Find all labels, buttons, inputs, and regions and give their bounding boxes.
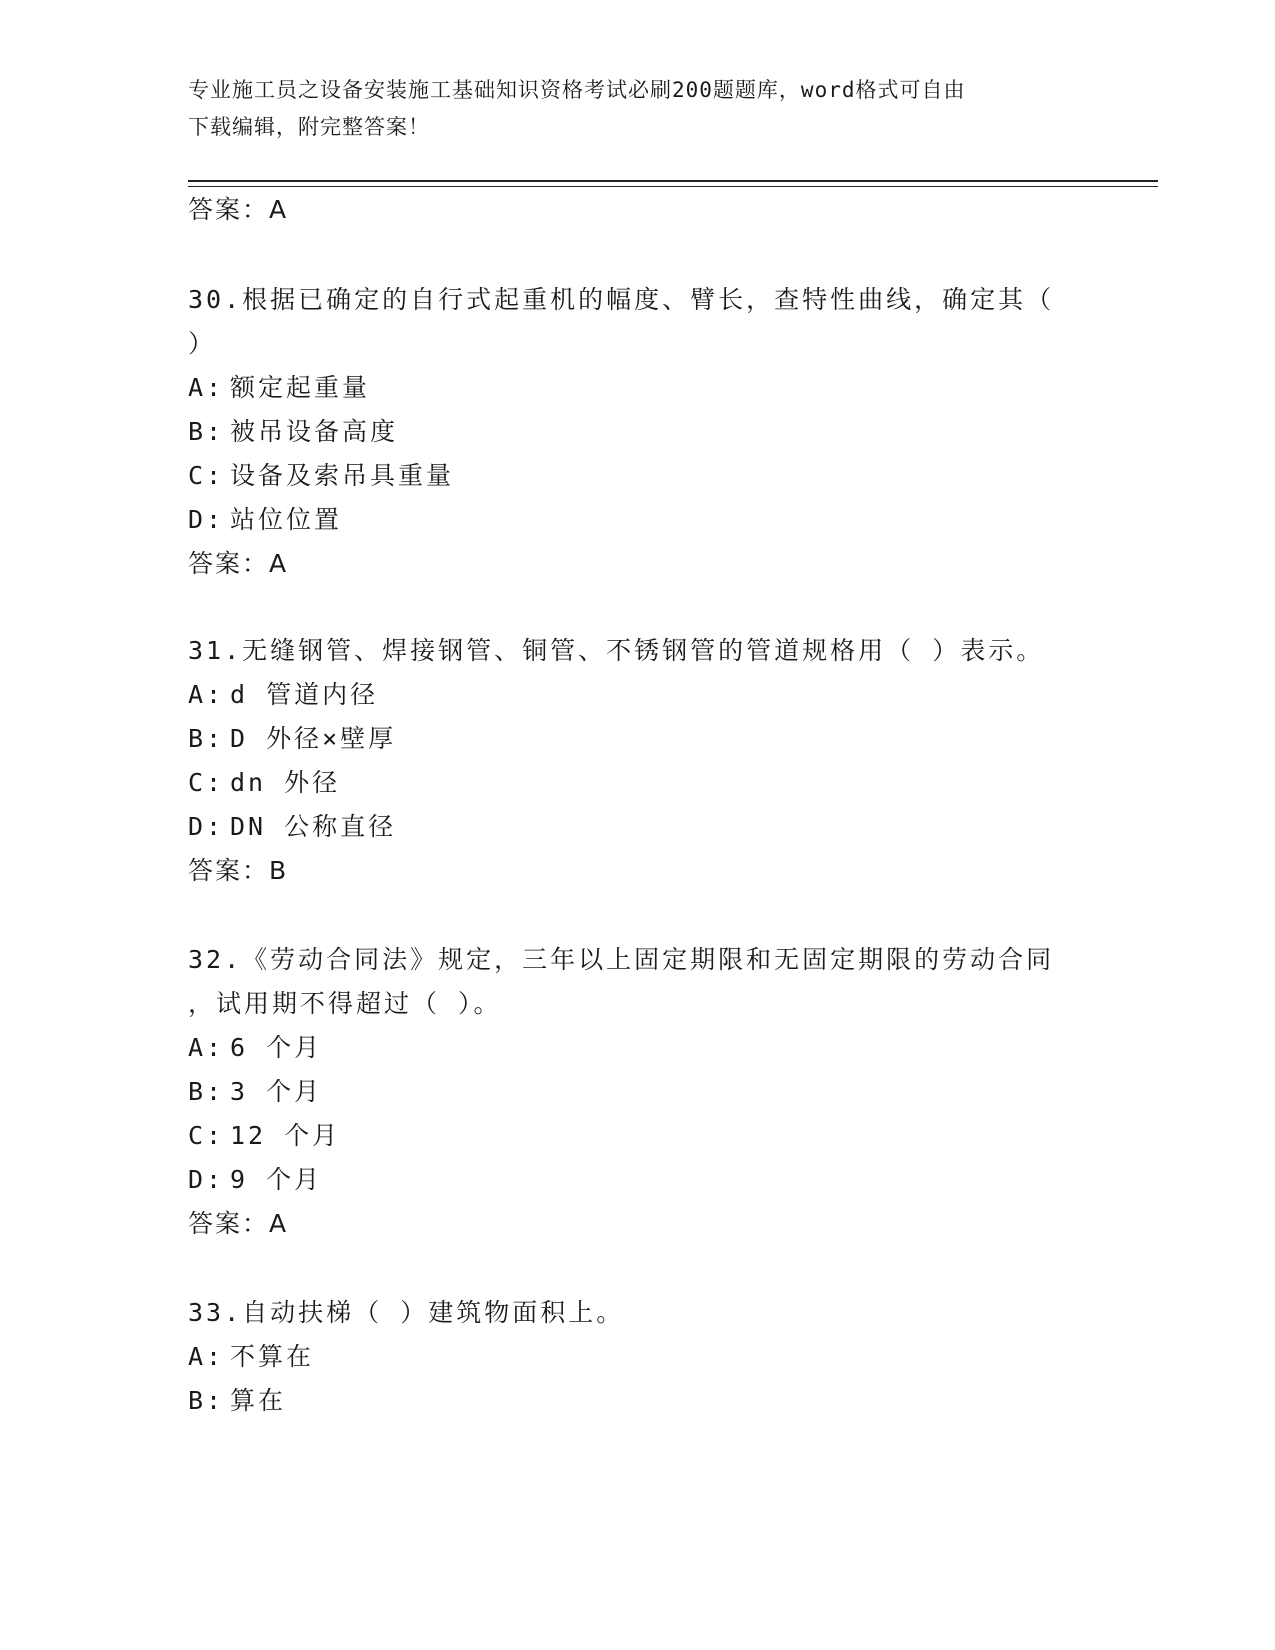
option-text: 不算在 — [230, 1342, 315, 1371]
header-divider-thin — [188, 186, 1158, 187]
question-30-option-d — [188, 503, 342, 537]
option-text: 12 个月 — [230, 1121, 341, 1150]
option-text: 9 个月 — [230, 1165, 323, 1194]
question-30-stem-line-2: ） — [188, 329, 217, 358]
answer-32: 答案：A — [188, 1209, 289, 1238]
header-divider-thick — [188, 180, 1158, 182]
option-label: B: — [188, 1386, 225, 1415]
option-label: D: — [188, 1165, 225, 1194]
option-label: C: — [188, 768, 225, 797]
option-label: A: — [188, 373, 225, 402]
option-label: D: — [188, 505, 225, 534]
answer-31: 答案：B — [188, 856, 289, 885]
question-30-option-b — [188, 415, 398, 449]
document-header — [188, 72, 1088, 146]
option-text: 算在 — [230, 1386, 287, 1415]
option-label: D: — [188, 812, 225, 841]
header-title-line-2: 下载编辑，附完整答案！ — [188, 115, 430, 139]
question-31-stem-line-1: 31.无缝钢管、焊接钢管、铜管、不锈钢管的管道规格用（ ）表示。 — [188, 636, 1045, 665]
option-text: D 外径×壁厚 — [230, 724, 397, 753]
question-30-stem-line-1: 30.根据已确定的自行式起重机的幅度、臂长，查特性曲线，确定其（ — [188, 285, 1055, 314]
option-text: 6 个月 — [230, 1033, 323, 1062]
question-32-stem-line-1: 32.《劳动合同法》规定，三年以上固定期限和无固定期限的劳动合同 — [188, 945, 1055, 974]
answer-29: 答案：A — [188, 195, 289, 224]
question-31-option-b — [188, 722, 396, 756]
option-text: d 管道内径 — [230, 680, 379, 709]
question-32-option-a — [188, 1031, 322, 1065]
option-text: 站位位置 — [230, 505, 343, 534]
option-text: dn 外径 — [230, 768, 341, 797]
question-30-option-a — [188, 371, 370, 405]
option-label: C: — [188, 1121, 225, 1150]
option-label: A: — [188, 1342, 225, 1371]
option-label: B: — [188, 724, 225, 753]
question-32-option-c — [188, 1119, 340, 1153]
option-text: DN 公称直径 — [230, 812, 397, 841]
question-32-stem-line-2: ，试用期不得超过（ ）。 — [188, 989, 502, 1018]
question-30-option-c — [188, 459, 454, 493]
option-label: C: — [188, 461, 225, 490]
header-title-line-1: 专业施工员之设备安装施工基础知识资格考试必刷200题题库，word格式可自由 — [188, 78, 966, 102]
option-text: 设备及索吊具重量 — [230, 461, 455, 490]
question-33-option-a — [188, 1340, 314, 1374]
option-label: A: — [188, 1033, 225, 1062]
answer-30: 答案：A — [188, 549, 289, 578]
option-label: B: — [188, 417, 225, 446]
option-text: 额定起重量 — [230, 373, 371, 402]
question-32-option-d — [188, 1163, 322, 1197]
question-31-option-c — [188, 766, 340, 800]
question-31-option-d — [188, 810, 396, 844]
question-32-option-b — [188, 1075, 322, 1109]
question-33-stem-line-1: 33.自动扶梯（ ）建筑物面积上。 — [188, 1298, 625, 1327]
option-label: B: — [188, 1077, 225, 1106]
option-label: A: — [188, 680, 225, 709]
question-33-option-b — [188, 1384, 286, 1418]
option-text: 被吊设备高度 — [230, 417, 399, 446]
question-31-option-a — [188, 678, 378, 712]
option-text: 3 个月 — [230, 1077, 323, 1106]
